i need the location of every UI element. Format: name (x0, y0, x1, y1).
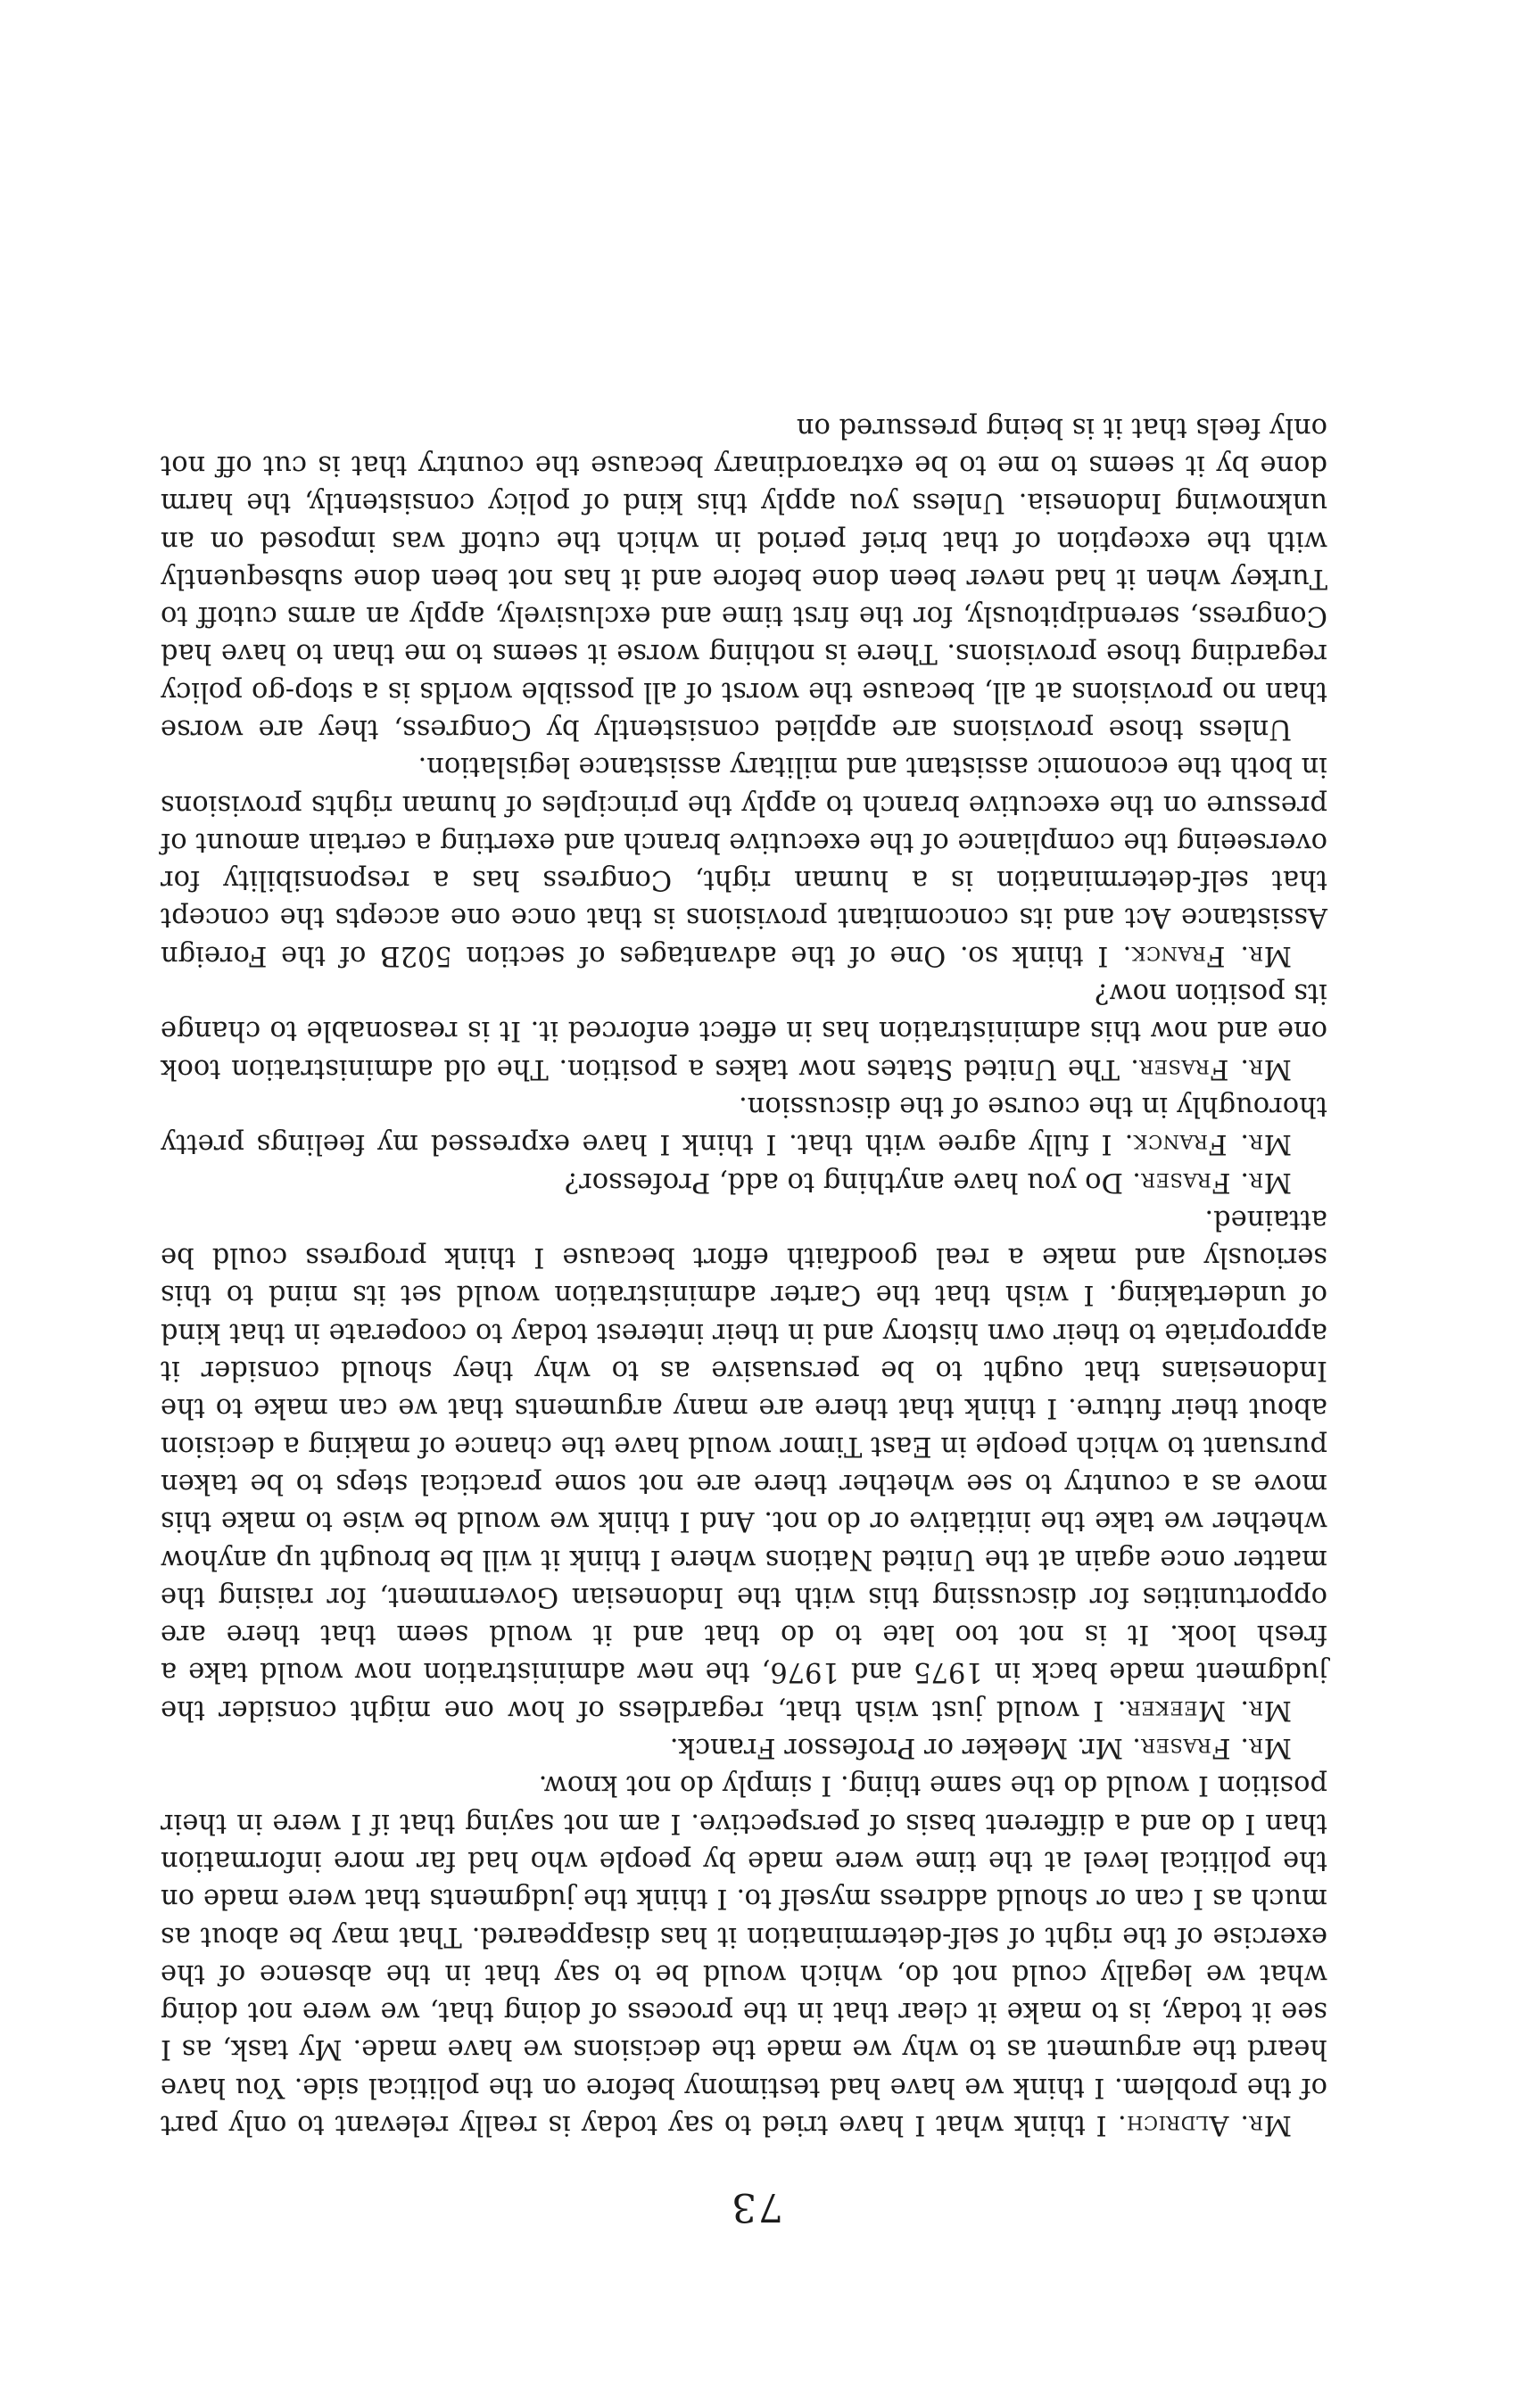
page-number: 73 (730, 2184, 783, 2230)
paragraph (161, 1200, 1327, 1728)
paragraph (161, 974, 1327, 1087)
paragraph-text: Unless those provisions are applied consistently by Congress, they are worse than no provisions at all, because the worst of all possible worlds is a stop-go policy regarding those provisions. There is nothing worse it seems to me than to have had Congress, serendipitously, for the first time and exclusively, apply an arms cutoff to Turkey when it had never been done before and it has not been done subsequently with the exception of that brief period in which the cutoff was imposed on an unknowing Indonesia. Unless you apply this kind of policy consistently, the harm done by it seems to me to be extraordinary because the country that is cut off not only feels that it is being pressured on (161, 411, 1327, 746)
paragraph-text: I fully agree with that. I think I have expressed my feelings pretty thoroughly in the course of the discussion. (161, 1090, 1327, 1160)
paragraph (161, 1728, 1327, 1766)
body-text (161, 408, 1327, 2143)
paragraph (161, 747, 1327, 974)
paragraph-text: I think what I have tried to say today is really relevant to only part of the problem. I think we have had testimony before on the political side. You have heard the argument as to why we made the decisions we have made. My task, as I see it today, is to make it clear that in the process of doing that, we were not doing what we legally could not do, which would be to say that in the absence of the exercise of the right of self-determination it has disappeared. That may be about as much as I can or should address myself to. I think the judgments that were made on the political level at the time were made by people who had far more information than I do and a different basis of perspective. I am not saying that if I were in their position I would do the same thing. I simply do not know. (161, 1769, 1327, 2140)
speaker-name: Mr. Franck. (1124, 1128, 1292, 1160)
paragraph (161, 1162, 1327, 1200)
paragraph (161, 408, 1327, 747)
paragraph-text: I think so. One of the advantages of section 502B of the Foreign Assistance Act and its concomitant provisions is that once one accepts the concept that self-determination is a human right, Congress has a responsibility for overseeing the compliance of the executive branch and exerting a certain amount of pressure on the executive branch to apply the principles of human rights provisions in both the economic assistant and military assistance legislation. (161, 751, 1327, 971)
speaker-name: Mr. Fraser. (1131, 1732, 1292, 1764)
paragraph-text: I would just wish that, regardless of how one might consider the judgment made back in 1975 and 1976, the new administration now would take a fresh look. It is not too late to do that and it would seem that there are opportunities for discussing this with the Indonesian Government, for raising the matter once again at the United Nations where I think it will be brought up anyhow whether we take the initiative or do not. And I think we would be wise to make this move as a country to see whether there are not some practical steps to be taken pursuant to which people in East Timor would have the chance of making a decision about their future. I think that there are many arguments that we can make to the Indonesians that ought to be persuasive as to why they should consider it appropriate to their own history and in their interest today to cooperate in that kind of undertaking. I wish that the Carter administration would set its mind to this seriously and make a real goodfaith effort because I think progress could be attained. (161, 1203, 1327, 1726)
paragraph (161, 1087, 1327, 1163)
paragraph (161, 1766, 1327, 2143)
speaker-name: Mr. Fraser. (1129, 1052, 1292, 1084)
speaker-name: Mr. Aldrich. (1117, 2109, 1292, 2140)
paragraph-text: Mr. Meeker or Professor Franck. (669, 1732, 1132, 1764)
paragraph-text: Do you have anything to add, Professor? (564, 1166, 1132, 1198)
speaker-name: Mr. Franck. (1122, 939, 1292, 971)
speaker-name: Mr. Meeker. (1117, 1694, 1292, 1726)
paragraph-text: The United States now takes a position. The old administration took one and now this administration has in effect enforced it. It is reasonable to change its position now? (160, 977, 1327, 1084)
speaker-name: Mr. Fraser. (1131, 1166, 1292, 1198)
